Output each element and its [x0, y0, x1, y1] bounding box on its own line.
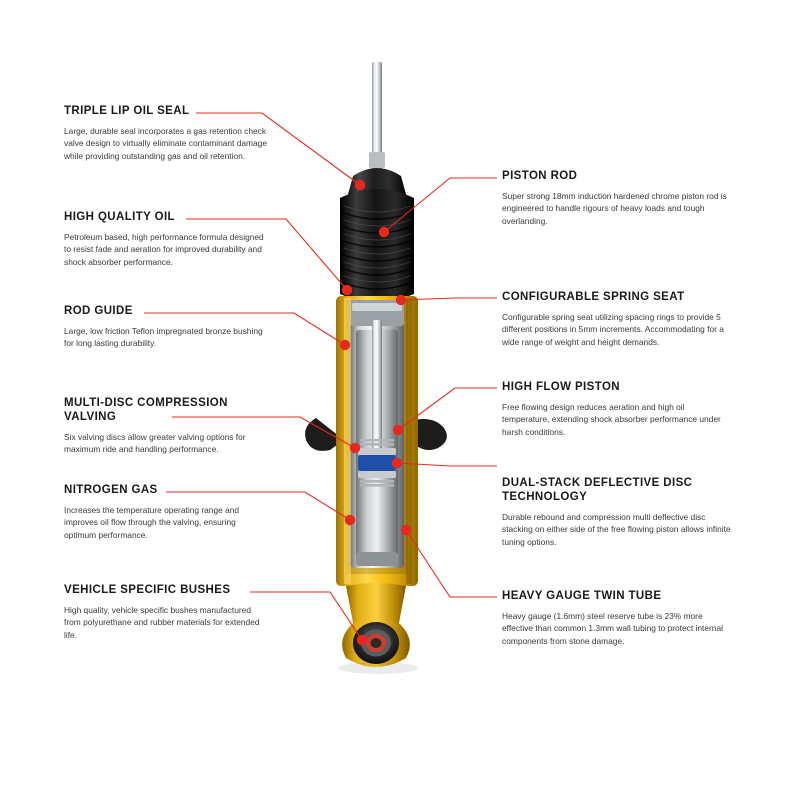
callout-piston-rod	[502, 169, 734, 227]
callout-title: ROD GUIDE	[64, 305, 133, 317]
callout-body: Free flowing design reduces aeration and high oil temperature, extending shock absorber performance under harsh conditions.	[502, 402, 721, 437]
callout-high-quality-oil	[64, 210, 269, 268]
callout-multi-disc-compression-valving	[64, 396, 269, 456]
callout-body: Six valving discs allow greater valving options for maximum ride and handling performance.	[64, 432, 246, 455]
callout-body: Large, low friction Teflon impregnated bronze bushing for long lasting durability.	[64, 326, 263, 349]
callout-body: Petroleum based, high performance formula designed to resist fade and aeration for improved durability and shock absorber performance.	[64, 232, 264, 267]
callout-title: PISTON ROD	[502, 170, 578, 182]
callout-title: DUAL-STACK DEFLECTIVE DISC TECHNOLOGY	[502, 477, 693, 503]
callout-title: VEHICLE SPECIFIC BUSHES	[64, 584, 231, 596]
callout-body: Configurable spring seat utilizing spacing rings to provide 5 different positions in 5mm increments. Accommodating for a wide range of weight and height demands.	[502, 312, 724, 347]
callout-title: CONFIGURABLE SPRING SEAT	[502, 291, 685, 303]
callout-heavy-gauge-twin-tube	[502, 589, 734, 647]
callout-rod-guide	[64, 304, 269, 350]
callout-triple-lip-oil-seal	[64, 104, 269, 162]
callout-configurable-spring-seat	[502, 290, 734, 348]
callout-title: HIGH FLOW PISTON	[502, 381, 620, 393]
callout-body: High quality, vehicle specific bushes manufactured from polyurethane and rubber materials for extended life.	[64, 605, 260, 640]
callout-title: MULTI-DISC COMPRESSION VALVING	[64, 397, 228, 423]
callout-nitrogen-gas	[64, 483, 269, 541]
callout-high-flow-piston	[502, 380, 734, 438]
callout-body: Heavy gauge (1.6mm) steel reserve tube is 23% more effective than common 1.3mm wall tubing to protect internal components from stone damage.	[502, 611, 723, 646]
callout-body: Large, durable seal incorporates a gas retention check valve design to virtually eliminate contaminant damage while providing outstanding gas and oil retention.	[64, 126, 267, 161]
callout-title: HEAVY GAUGE TWIN TUBE	[502, 590, 662, 602]
callout-vehicle-specific-bushes	[64, 583, 269, 641]
callout-body: Super strong 18mm induction hardened chrome piston rod is engineered to handle rigours of heavy loads and tough overlanding.	[502, 191, 727, 226]
callout-title: TRIPLE LIP OIL SEAL	[64, 105, 190, 117]
callout-body: Durable rebound and compression multi deflective disc stacking on either side of the free flowing piston allows infinite tuning options.	[502, 512, 731, 547]
callout-dual-stack-deflective-disc-technology	[502, 476, 734, 548]
callout-body: Increases the temperature operating range and improves oil flow through the valving, ensuring optimum performance.	[64, 505, 240, 540]
callout-title: NITROGEN GAS	[64, 484, 158, 496]
callout-title: HIGH QUALITY OIL	[64, 211, 175, 223]
